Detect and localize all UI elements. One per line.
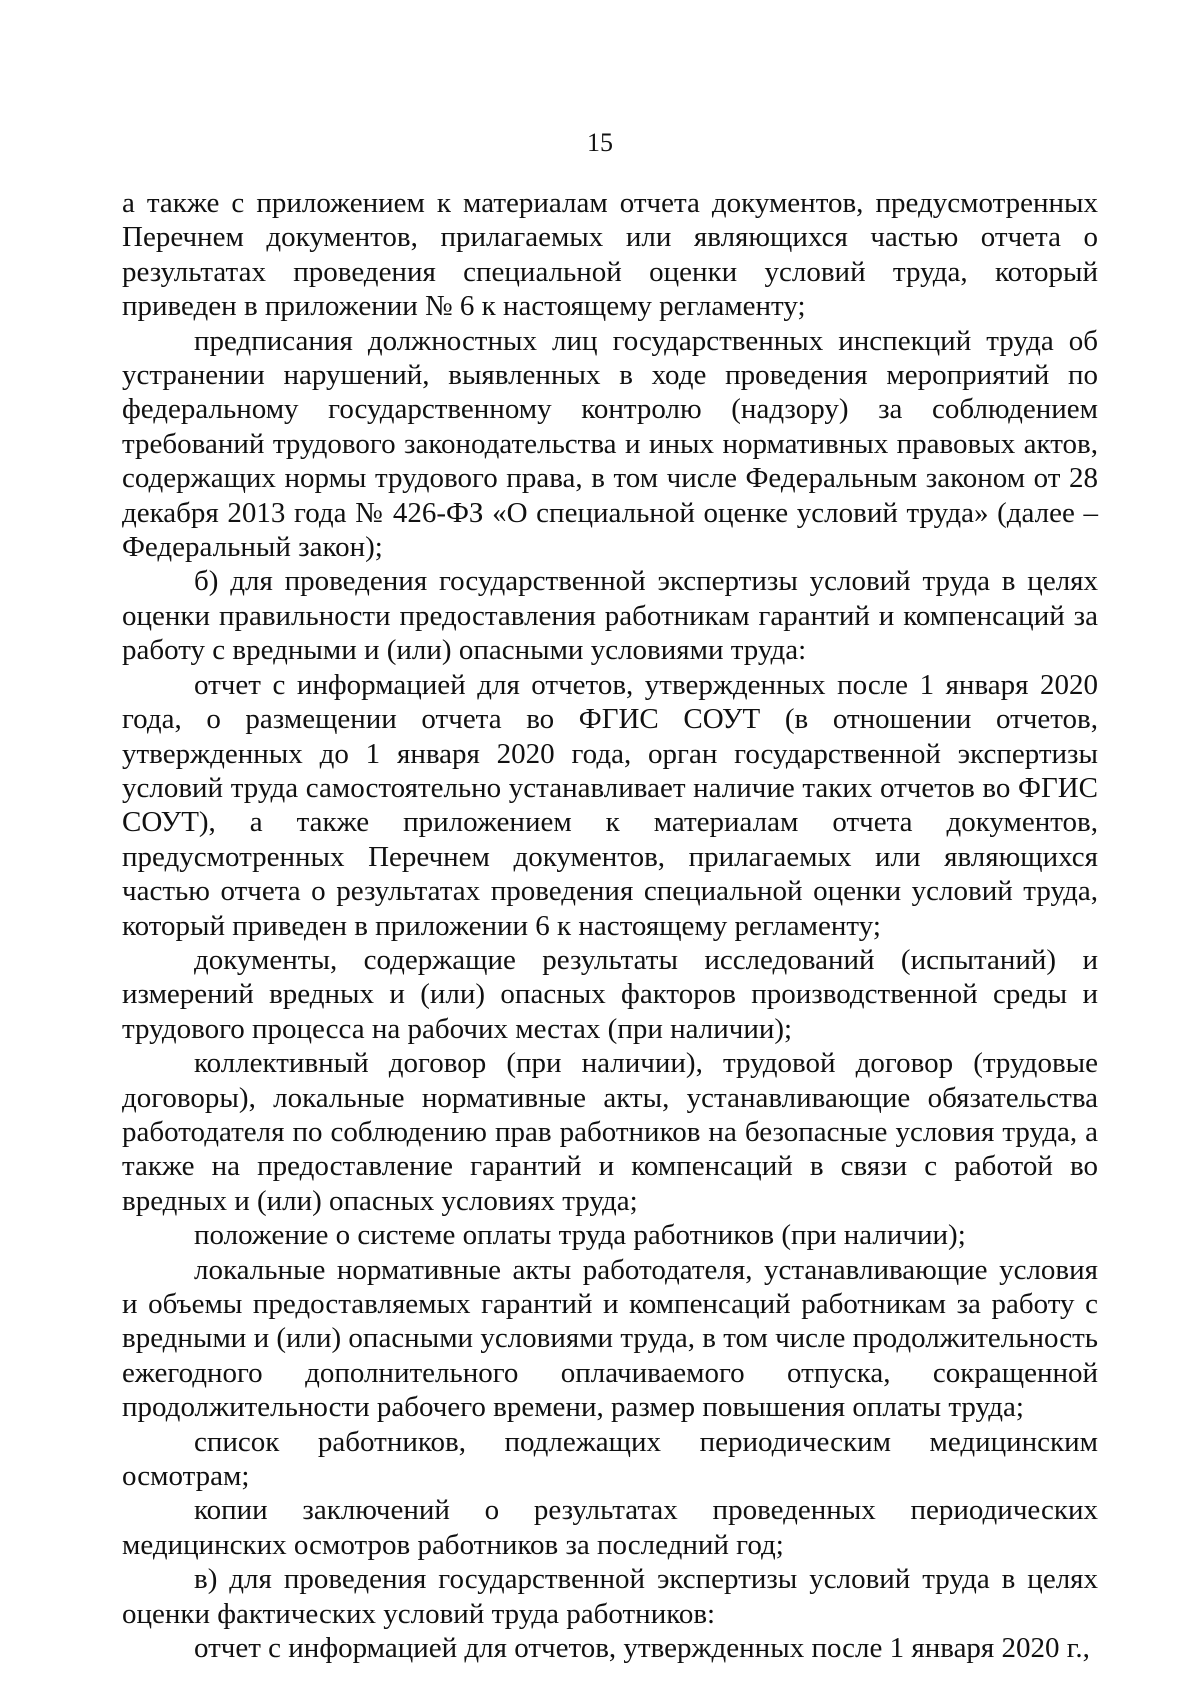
paragraph-local-acts: локальные нормативные акты работодателя, устанавливающие условия и объемы предоставляемых гарантий и компенсаций работникам за работу с вредными и (или) опасными условиями труда, в том числе продолжительность ежегодного дополнительного оплачиваемого отпуска, сокращенной продолжительности рабочего времени, размер повышения оплаты труда;: [122, 1253, 1098, 1424]
page-number: 15: [587, 128, 613, 157]
paragraph-report-fgis: отчет с информацией для отчетов, утвержденных после 1 января 2020 года, о размещении отчета во ФГИС СОУТ (в отношении отчетов, утвержденных до 1 января 2020 года, орган государственной экспертизы условий труда самостоятельно устанавливает наличие таких отчетов во ФГИС СОУТ), а также приложением к материалам отчета документов, предусмотренных Перечнем документов, прилагаемых или являющихся частью отчета о результатах проведения специальной оценки условий труда, который приведен в приложении 6 к настоящему регламенту;: [122, 668, 1098, 942]
paragraph-report-continued: отчет с информацией для отчетов, утвержденных после 1 января 2020 г.,: [194, 1632, 1090, 1665]
paragraph-medical-conclusions: копии заключений о результатах проведенных периодических медицинских осмотров работников за последний год;: [122, 1494, 1098, 1561]
paragraph-pay-system: положение о системе оплаты труда работников (при наличии);: [194, 1219, 966, 1252]
paragraph-medical-list: список работников, подлежащих периодическим медицинским осмотрам;: [122, 1425, 1098, 1493]
paragraph-inspection-orders: предписания должностных лиц государственных инспекций труда об устранении нарушений, выявленных в ходе проведения мероприятий по федеральному государственному контролю (надзору) за соблюдением требований трудового законодательства и иных нормативных правовых актов, содержащих нормы трудового права, в том числе Федеральным законом от 28 декабря 2013 года № 426-ФЗ «О специальной оценке условий труда» (далее – Федеральный закон);: [122, 324, 1098, 564]
paragraph-appendix-reference: а также с приложением к материалам отчета документов, предусмотренных Перечнем документов, прилагаемых или являющихся частью отчета о результатах проведения специальной оценки условий труда, который приведен в приложении № 6 к настоящему регламенту;: [122, 187, 1098, 323]
paragraph-collective-agreement: коллективный договор (при наличии), трудовой договор (трудовые договоры), локальные нормативные акты, устанавливающие обязательства работодателя по соблюдению прав работников на безопасные условия труда, а также на предоставление гарантий и компенсаций в связи с работой во вредных и (или) опасных условиях труда;: [122, 1047, 1098, 1217]
paragraph-item-b: б) для проведения государственной экспертизы условий труда в целях оценки правильности предоставления работникам гарантий и компенсаций за работу с вредными и (или) опасными условиями труда:: [122, 565, 1098, 667]
paragraph-item-v: в) для проведения государственной экспертизы условий труда в целях оценки фактических условий труда работников:: [122, 1563, 1098, 1630]
document-body: [122, 186, 1098, 1665]
paragraph-research-documents: документы, содержащие результаты исследований (испытаний) и измерений вредных и (или) опасных факторов производственной среды и трудового процесса на рабочих местах (при наличии);: [122, 943, 1098, 1045]
